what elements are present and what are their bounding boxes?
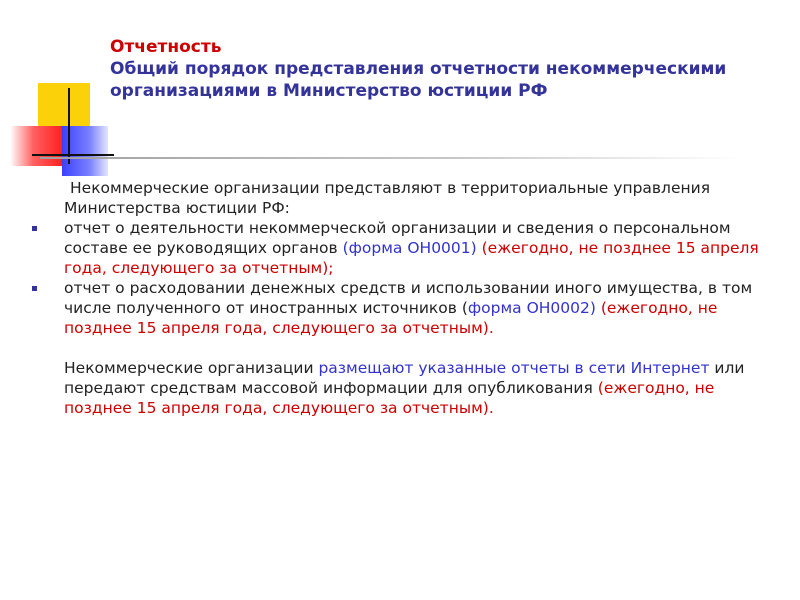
spacer bbox=[64, 338, 784, 358]
closing-part4: (ежегодно, не позднее 15 апреля года, следующего за отчетным). bbox=[64, 379, 715, 417]
slide-title bbox=[110, 36, 750, 102]
bullet1-text: отчет о деятельности некоммерческой организации и сведения о персональном составе ее руководящих органов bbox=[64, 219, 731, 257]
bullet2-form: форма ОН0002) bbox=[467, 299, 596, 317]
title-divider bbox=[40, 157, 740, 159]
decorative-corner-graphic bbox=[0, 0, 120, 180]
closing-part2: размещают указанные отчеты в сети Интернет bbox=[318, 359, 710, 377]
closing-part3: или передают средствам массовой информации для опубликования bbox=[64, 359, 745, 397]
bullet2-text: отчет о расходовании денежных средств и использовании иного имущества, в том числе полученного от иностранных источников ( bbox=[64, 279, 753, 317]
bullet-square-icon bbox=[32, 226, 37, 231]
vertical-line bbox=[68, 88, 70, 164]
list-item-report-funds bbox=[64, 278, 784, 338]
slide-body bbox=[64, 178, 784, 418]
red-square bbox=[10, 126, 62, 166]
closing-paragraph bbox=[64, 358, 784, 418]
bullet-square-icon bbox=[32, 286, 37, 291]
bullet1-deadline: (ежегодно, не позднее 15 апреля года, следующего за отчетным); bbox=[64, 239, 759, 277]
title-line-1: Отчетность bbox=[110, 37, 222, 57]
closing-part1: Некоммерческие организации bbox=[64, 359, 319, 377]
list-item-report-activity bbox=[64, 218, 784, 278]
title-line-2: Общий порядок представления отчетности некоммерческими организациями в Министерство юстиции РФ bbox=[110, 59, 727, 101]
bullet2-deadline: (ежегодно, не позднее 15 апреля года, следующего за отчетным). bbox=[64, 299, 718, 337]
intro-paragraph: Некоммерческие организации представляют в территориальные управления Министерства юстиции РФ: bbox=[64, 179, 711, 217]
bullet1-form: (форма ОН0001) bbox=[342, 239, 477, 257]
horizontal-line bbox=[32, 154, 114, 156]
